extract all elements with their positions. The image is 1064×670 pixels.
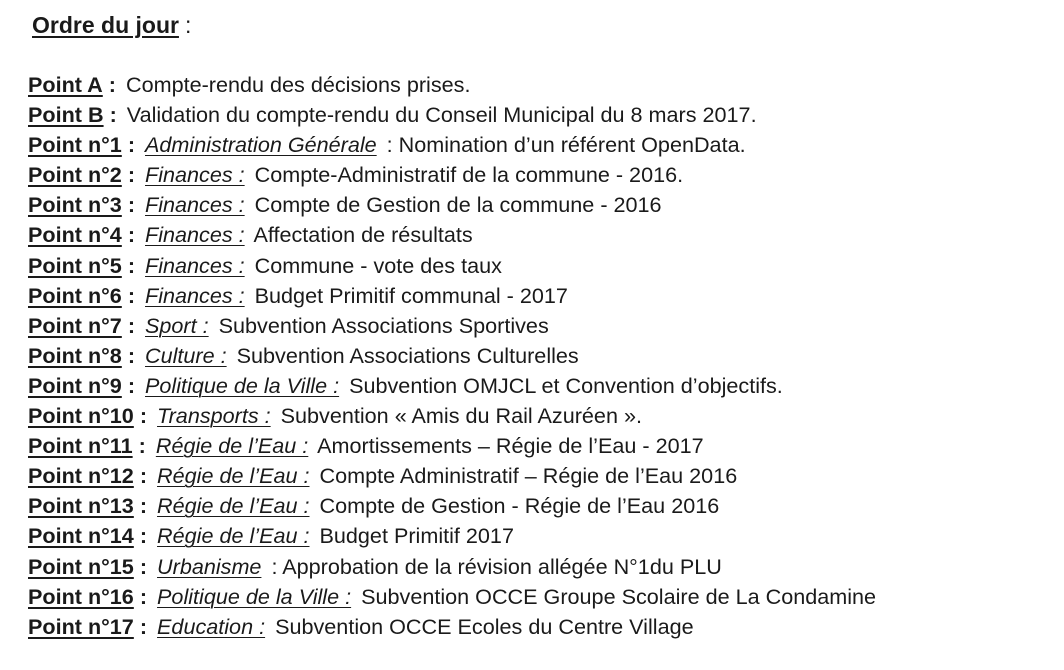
item-separator: :: [108, 72, 116, 97]
agenda-item-point-11: [28, 431, 1062, 461]
item-label: Point n°16: [28, 583, 134, 609]
item-label: Point n°3: [28, 192, 122, 218]
agenda-item-point-b: [28, 100, 1062, 130]
item-category: Régie de l’Eau :: [157, 523, 310, 549]
item-label: Point n°6: [28, 282, 122, 308]
item-separator: :: [139, 583, 148, 609]
item-label: Point n°8: [28, 342, 122, 368]
item-separator: :: [127, 252, 136, 278]
item-category: Finances :: [145, 282, 245, 308]
item-text: Subvention Associations Culturelles: [236, 342, 579, 368]
agenda-item-point-16: [28, 582, 1062, 612]
item-label: Point n°4: [28, 222, 122, 248]
agenda-item-point-5: [28, 251, 1062, 281]
item-label: Point n°7: [28, 312, 122, 338]
item-category: Finances :: [145, 162, 245, 188]
item-category: Education :: [157, 613, 266, 639]
item-label: Point n°12: [28, 463, 134, 489]
item-label: Point A: [28, 72, 103, 97]
agenda-item-point-3: [28, 190, 1062, 220]
item-separator: :: [139, 403, 148, 429]
agenda-item-point-7: [28, 311, 1062, 341]
item-category: Politique de la Ville :: [157, 583, 352, 609]
agenda-item-point-a: [28, 70, 1062, 100]
item-label: Point n°10: [28, 403, 134, 429]
item-category: Politique de la Ville :: [145, 372, 340, 398]
item-separator: :: [127, 282, 136, 308]
item-label: Point n°11: [28, 433, 133, 459]
item-separator: :: [127, 162, 136, 188]
item-separator: :: [127, 192, 136, 218]
item-text: Budget Primitif 2017: [319, 523, 514, 549]
item-separator: :: [127, 132, 136, 158]
item-label: Point n°2: [28, 162, 122, 188]
agenda-list: [28, 70, 1062, 642]
agenda-item-point-17: [28, 612, 1062, 642]
item-category: Régie de l’Eau :: [157, 493, 310, 519]
item-category: Administration Générale: [145, 132, 377, 158]
agenda-item-point-6: [28, 281, 1062, 311]
item-separator: :: [109, 102, 117, 128]
agenda-item-point-8: [28, 341, 1062, 371]
item-text: Budget Primitif communal - 2017: [254, 282, 568, 308]
item-category: Régie de l’Eau :: [157, 463, 310, 489]
agenda-item-point-9: [28, 371, 1062, 401]
agenda-item-point-1: [28, 130, 1062, 160]
item-label: Point n°13: [28, 493, 134, 519]
item-text: Validation du compte-rendu du Conseil Municipal du 8 mars 2017.: [126, 102, 757, 128]
item-category: Finances :: [145, 252, 245, 278]
item-label: Point B: [28, 102, 104, 128]
item-separator: :: [127, 372, 136, 398]
item-label: Point n°17: [28, 613, 134, 639]
item-text: Subvention OCCE Groupe Scolaire de La Condamine: [361, 583, 877, 609]
item-category: Transports :: [157, 403, 271, 429]
agenda-item-point-12: [28, 461, 1062, 491]
heading-separator: :: [184, 12, 192, 38]
item-text: Compte Administratif – Régie de l’Eau 2016: [319, 463, 738, 489]
item-text: Subvention OMJCL et Convention d’objectifs.: [349, 372, 783, 398]
item-label: Point n°1: [28, 132, 122, 158]
agenda-item-point-10: [28, 401, 1062, 431]
agenda-item-point-4: [28, 220, 1062, 250]
item-separator: :: [127, 342, 136, 368]
item-separator: :: [139, 523, 148, 549]
item-separator: :: [139, 553, 148, 579]
item-separator: :: [139, 613, 148, 639]
item-text: : Approbation de la révision allégée N°1du PLU: [271, 553, 722, 579]
item-separator: :: [127, 222, 136, 248]
item-category: Régie de l’Eau :: [155, 433, 309, 459]
item-text: Compte de Gestion - Régie de l’Eau 2016: [319, 493, 720, 519]
agenda-item-point-15: [28, 552, 1062, 582]
item-separator: :: [138, 433, 146, 459]
item-separator: :: [139, 493, 148, 519]
agenda-item-point-13: [28, 491, 1062, 521]
item-separator: :: [127, 312, 136, 338]
heading-title: Ordre du jour: [32, 12, 179, 38]
item-label: Point n°9: [28, 372, 122, 398]
item-label: Point n°15: [28, 553, 134, 579]
item-text: Compte de Gestion de la commune - 2016: [254, 192, 662, 218]
item-text: : Nomination d’un référent OpenData.: [386, 132, 746, 158]
item-label: Point n°5: [28, 252, 122, 278]
agenda-item-point-2: [28, 160, 1062, 190]
item-category: Urbanisme: [157, 553, 262, 579]
item-text: Subvention OCCE Ecoles du Centre Village: [275, 613, 694, 639]
item-category: Finances :: [145, 192, 245, 218]
item-text: Commune - vote des taux: [254, 252, 502, 278]
item-category: Culture :: [145, 342, 227, 368]
item-text: Subvention Associations Sportives: [218, 312, 549, 338]
item-category: Sport :: [145, 312, 209, 338]
item-text: Amortissements – Régie de l’Eau - 2017: [317, 433, 704, 459]
item-separator: :: [139, 463, 148, 489]
agenda-heading: [32, 10, 191, 40]
item-text: Compte-Administratif de la commune - 2016.: [254, 162, 684, 188]
item-text: Compte-rendu des décisions prises.: [125, 72, 471, 97]
agenda-item-point-14: [28, 521, 1062, 551]
item-category: Finances :: [145, 222, 245, 248]
item-text: Affectation de résultats: [253, 222, 473, 248]
item-text: Subvention « Amis du Rail Azuréen ».: [280, 403, 642, 429]
item-label: Point n°14: [28, 523, 134, 549]
